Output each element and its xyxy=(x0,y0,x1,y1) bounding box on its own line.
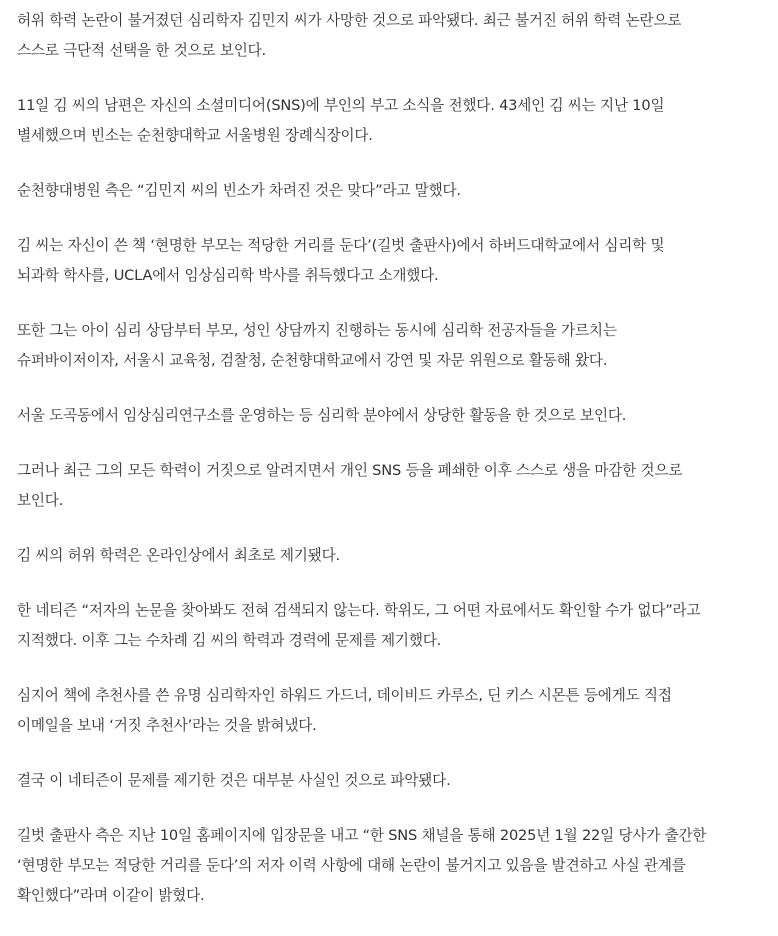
text-line: 이메일을 보내 ‘거짓 추천사’라는 것을 밝혀냈다. xyxy=(17,717,317,734)
text-line: 그러나 최근 그의 모든 학력이 거짓으로 알려지면서 개인 SNS 등을 폐쇄한 이후 스스로 생을 마감한 것으로 xyxy=(17,462,683,479)
text-line: 서울 도곡동에서 임상심리연구소를 운영하는 등 심리학 분야에서 상당한 활동을 한 것으로 보인다. xyxy=(17,407,627,424)
paragraph-8 xyxy=(17,541,773,571)
text-line: 한 네티즌 “저자의 논문을 찾아봐도 전혀 검색되지 않는다. 학위도, 그 어떤 자료에서도 확인할 수가 없다”라고 xyxy=(17,602,701,619)
text-line: 김 씨의 허위 학력은 온라인상에서 최초로 제기됐다. xyxy=(17,547,340,564)
text-line: 별세했으며 빈소는 순천향대학교 서울병원 장례식장이다. xyxy=(17,127,373,144)
paragraph-10 xyxy=(17,681,773,741)
text-line: 확인했다”라며 이같이 밝혔다. xyxy=(17,887,205,904)
text-line: 허위 학력 논란이 불거졌던 심리학자 김민지 씨가 사망한 것으로 파악됐다. 최근 불거진 허위 학력 논란으로 xyxy=(17,12,682,29)
paragraph-7 xyxy=(17,456,773,516)
text-line: 김 씨는 자신이 쓴 책 ‘현명한 부모는 적당한 거리를 둔다’(길벗 출판사)에서 하버드대학교에서 심리학 및 xyxy=(17,237,665,254)
text-line: 11일 김 씨의 남편은 자신의 소셜미디어(SNS)에 부인의 부고 소식을 전했다. 43세인 김 씨는 지난 10일 xyxy=(17,97,665,114)
text-line: 순천향대병원 측은 “김민지 씨의 빈소가 차려진 것은 맞다”라고 말했다. xyxy=(17,182,461,199)
paragraph-2 xyxy=(17,91,773,151)
text-line: ‘현명한 부모는 적당한 거리를 둔다’의 저자 이력 사항에 대해 논란이 불거지고 있음을 발견하고 사실 관계를 xyxy=(17,857,686,874)
paragraph-11 xyxy=(17,766,773,796)
paragraph-12 xyxy=(17,821,773,911)
text-line: 지적했다. 이후 그는 수차례 김 씨의 학력과 경력에 문제를 제기했다. xyxy=(17,632,442,649)
article-body xyxy=(17,6,773,936)
text-line: 길벗 출판사 측은 지난 10일 홈페이지에 입장문을 내고 “한 SNS 채널을 통해 2025년 1월 22일 당사가 출간한 xyxy=(17,827,707,844)
paragraph-4 xyxy=(17,231,773,291)
paragraph-6 xyxy=(17,401,773,431)
text-line: 슈퍼바이저이자, 서울시 교육청, 검찰청, 순천향대학교에서 강연 및 자문 위원으로 활동해 왔다. xyxy=(17,352,608,369)
paragraph-9 xyxy=(17,596,773,656)
paragraph-1 xyxy=(17,6,773,66)
text-line: 또한 그는 아이 심리 상담부터 부모, 성인 상담까지 진행하는 동시에 심리학 전공자들을 가르치는 xyxy=(17,322,617,339)
text-line: 심지어 책에 추천사를 쓴 유명 심리학자인 하워드 가드너, 데이비드 카루소, 딘 키스 시몬튼 등에게도 직접 xyxy=(17,687,672,704)
text-line: 스스로 극단적 선택을 한 것으로 보인다. xyxy=(17,42,266,59)
text-line: 결국 이 네티즌이 문제를 제기한 것은 대부분 사실인 것으로 파악됐다. xyxy=(17,772,451,789)
text-line: 뇌과학 학사를, UCLA에서 임상심리학 박사를 취득했다고 소개했다. xyxy=(17,267,439,284)
paragraph-5 xyxy=(17,316,773,376)
paragraph-3 xyxy=(17,176,773,206)
text-line: 보인다. xyxy=(17,492,64,509)
